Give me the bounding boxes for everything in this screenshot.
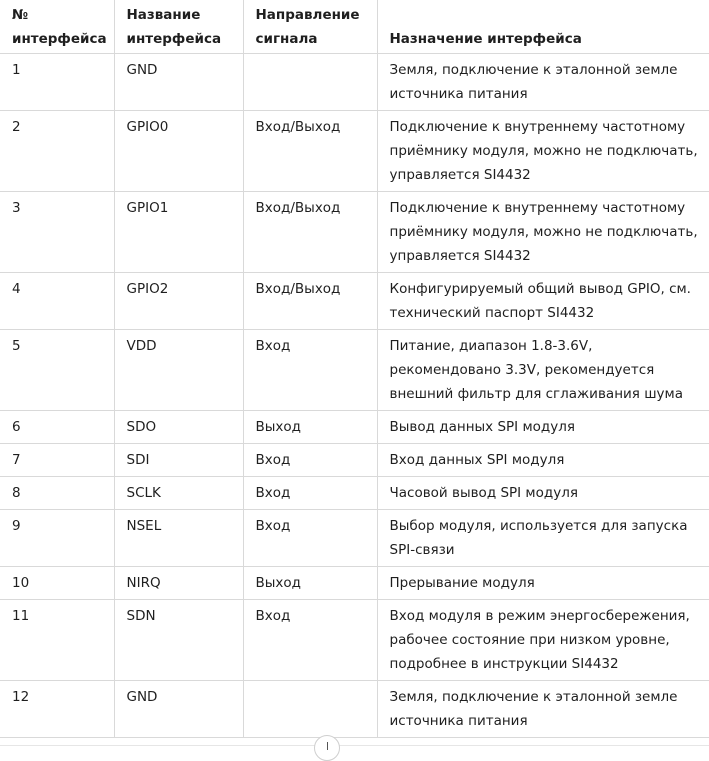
cell-purpose: Земля, подключение к эталонной земле источника питания [377,54,709,111]
cell-purpose: Вход модуля в режим энергосбережения, рабочее состояние при низком уровне, подробнее в инструкции SI4432 [377,600,709,681]
header-interface-number: № интерфейса [0,0,114,54]
table-row [0,411,709,444]
cell-number: 2 [0,111,114,192]
cell-number: 5 [0,330,114,411]
cell-name: SDI [114,444,243,477]
cell-direction: Выход [243,567,377,600]
table-row [0,330,709,411]
cell-direction: Вход [243,444,377,477]
cell-name: GPIO0 [114,111,243,192]
table-row [0,444,709,477]
cell-name: GPIO1 [114,192,243,273]
cell-name: VDD [114,330,243,411]
cell-purpose: Вход данных SPI модуля [377,444,709,477]
cell-name: NSEL [114,510,243,567]
table-row [0,477,709,510]
table-row [0,273,709,330]
header-signal-direction: Направление сигнала [243,0,377,54]
cell-name: SDN [114,600,243,681]
cell-name: GPIO2 [114,273,243,330]
cell-purpose: Конфигурируемый общий вывод GPIO, см. технический паспорт SI4432 [377,273,709,330]
cell-purpose: Прерывание модуля [377,567,709,600]
table-row [0,192,709,273]
cell-number: 1 [0,54,114,111]
cell-number: 7 [0,444,114,477]
cell-direction: Вход [243,477,377,510]
cell-purpose: Питание, диапазон 1.8-3.6V, рекомендовано 3.3V, рекомендуется внешний фильтр для сглаживания шума [377,330,709,411]
cell-name: GND [114,681,243,738]
cell-direction: Вход/Выход [243,111,377,192]
cell-direction: Вход [243,510,377,567]
cell-number: 3 [0,192,114,273]
cell-purpose: Подключение к внутреннему частотному приёмнику модуля, можно не подключать, управляется SI4432 [377,111,709,192]
cell-number: 8 [0,477,114,510]
cell-direction: Выход [243,411,377,444]
cell-number: 9 [0,510,114,567]
cell-direction: Вход/Выход [243,273,377,330]
header-row [0,0,709,54]
cell-purpose: Выбор модуля, используется для запуска SPI-связи [377,510,709,567]
cell-direction: Вход [243,600,377,681]
table-row [0,54,709,111]
cell-purpose: Подключение к внутреннему частотному приёмнику модуля, можно не подключать, управляется SI4432 [377,192,709,273]
cell-number: 6 [0,411,114,444]
cell-number: 4 [0,273,114,330]
cell-number: 12 [0,681,114,738]
cell-name: NIRQ [114,567,243,600]
table-row [0,681,709,738]
bottom-divider [0,745,709,746]
pin-table-body [0,54,709,738]
pin-table-header [0,0,709,54]
header-interface-purpose: Назначение интерфейса [377,0,709,54]
table-row [0,111,709,192]
table-row [0,567,709,600]
expand-handle-icon[interactable] [314,735,340,761]
cell-number: 11 [0,600,114,681]
cell-direction [243,681,377,738]
cell-direction [243,54,377,111]
cell-purpose: Часовой вывод SPI модуля [377,477,709,510]
header-interface-name: Название интерфейса [114,0,243,54]
cell-direction: Вход/Выход [243,192,377,273]
cell-number: 10 [0,567,114,600]
cell-direction: Вход [243,330,377,411]
cell-name: SDO [114,411,243,444]
cell-purpose: Вывод данных SPI модуля [377,411,709,444]
cell-name: SCLK [114,477,243,510]
table-row [0,600,709,681]
cell-purpose: Земля, подключение к эталонной земле источника питания [377,681,709,738]
cell-name: GND [114,54,243,111]
table-row [0,510,709,567]
